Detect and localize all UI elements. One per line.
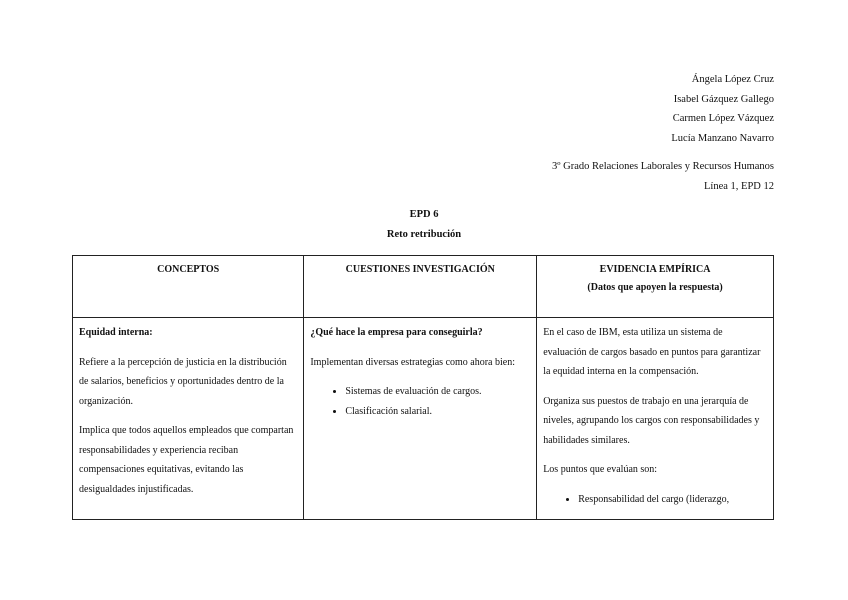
author-name: Carmen López Vázquez (672, 113, 774, 124)
header-cuestiones: CUESTIONES INVESTIGACIÓN (304, 256, 537, 318)
table-header-row (73, 256, 774, 318)
evidence-paragraph: En el caso de IBM, esta utiliza un sistema de evaluación de cargos basado en puntos para garantizar la equidad interna en la compensación. (543, 327, 761, 377)
concept-paragraph: Refiere a la percepción de justicia en la distribución de salarios, beneficios y oportunidades dentro de la organización. (79, 356, 287, 407)
strategy-list (310, 382, 530, 421)
author-list (671, 70, 774, 148)
question-intro: Implementan diversas estrategias como ahora bien: (310, 356, 515, 368)
evidence-paragraph: Los puntos que evalúan son: (543, 464, 658, 475)
course-group: Línea 1, EPD 12 (704, 180, 774, 192)
cell-evidencia (537, 318, 774, 520)
header-evidencia (537, 256, 774, 318)
list-item: • Sistemas de evaluación de cargos. (345, 382, 530, 402)
author-name: Ángela López Cruz (691, 74, 774, 85)
header-conceptos: CONCEPTOS (73, 256, 304, 318)
course-info (552, 157, 774, 196)
document-title (0, 205, 848, 244)
evidence-paragraph: Organiza sus puestos de trabajo en una jerarquía de niveles, agrupando los cargos con responsabilidades y habilidades similares. (543, 395, 760, 446)
course-degree: 3º Grado Relaciones Laborales y Recursos Humanos (552, 161, 774, 172)
title-main: EPD 6 (409, 209, 439, 220)
header-evidencia-title: EVIDENCIA EMPÍRICA (599, 264, 711, 275)
author-name: Lucía Manzano Navarro (671, 132, 774, 144)
header-evidencia-subtitle: (Datos que apoyen la respuesta) (587, 282, 723, 293)
list-item: • Responsabilidad del cargo (liderazgo, (578, 490, 767, 510)
evaluation-points-list (543, 490, 767, 510)
list-item: • Clasificación salarial. (345, 402, 530, 422)
title-sub: Reto retribución (386, 228, 462, 240)
author-name: Isabel Gázquez Gallego (673, 93, 774, 105)
table-row (73, 318, 774, 520)
question-heading: ¿Qué hace la empresa para conseguirla? (310, 327, 483, 338)
cell-cuestion (304, 318, 537, 520)
research-table (72, 255, 774, 520)
concept-paragraph: Implica que todos aquellos empleados que compartan responsabilidades y experiencia reciban compensaciones equitativas, evitando las desigualdades injustificadas. (79, 425, 294, 495)
concept-heading: Equidad interna: (79, 327, 153, 338)
cell-concepto (73, 318, 304, 520)
